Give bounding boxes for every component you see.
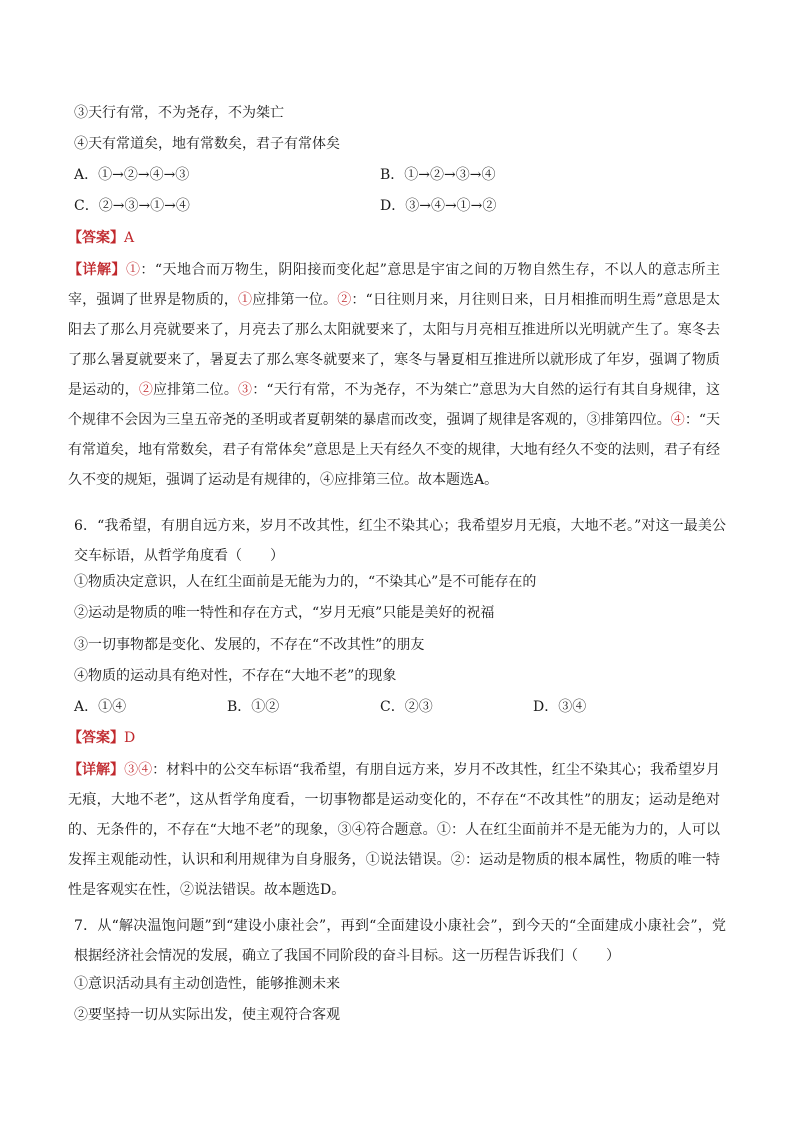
q5-answer [68,227,718,249]
explain-ref: ① [125,262,141,278]
explain-text: ：材料中的公交车标语“我希望，有朋自远方来，岁月不改其性，红尘不染其心；我希望岁月无痕，大地不老”，这从哲学角度看，一切事物都是运动变化的，不存在“不改其性”的朋友；运动是绝对的、无条件的，不存在“大地不老”的现象，③④符合题意。①：人在红尘面前并不是无能为力的，人可以发挥主观能动性，认识和利用规律为自身服务，①说法错误。②：运动是物质的根本属性，物质的唯一特性是客观实在性，②说法错误。故本题选D。 [68,762,721,898]
explain-label: 【详解】 [68,762,125,778]
answer-value: A [124,230,135,246]
explain-label: 【详解】 [68,262,126,278]
q6-explanation [68,755,720,905]
explain-ref: ③④ [124,762,153,778]
q5-options-row-1 [74,164,724,186]
q5-statement-4: ④天有常道矣，地有常数矣，君子有常体矣 [74,136,340,152]
q5-options-row-2 [74,195,724,217]
q6-option-d: D．③④ [533,699,587,715]
explain-ref: ③ [238,382,253,398]
q7-statement-1: ①意识活动具有主动创造性，能够推测未来 [74,976,340,992]
q5-option-b: B．①→②→③→④ [380,167,496,183]
q6-statement-3: ③一切事物都是变化、发展的，不存在“不改其性”的朋友 [74,637,425,653]
q5-option-a: A．①→②→④→③ [74,167,190,183]
q5-statement-3: ③天行有常，不为尧存，不为桀亡 [74,105,284,121]
q6-statement-1: ①物质决定意识，人在红尘面前是无能为力的，“不染其心”是不可能存在的 [74,574,537,590]
explain-text: ：“天有常道矣，地有常数矣，君子有常体矣”意思是上天有经久不变的规律，大地有经久不变的法则，君子有经久不变的规矩，强调了运动是有规律的，④应排第三位。故本题选A。 [68,412,721,488]
q6-option-b: B．①② [227,699,280,715]
q7-statement-2: ②要坚持一切从实际出发，使主观符合客观 [74,1007,340,1023]
answer-value: D [124,730,136,746]
q6-stem: 6．“我希望，有朋自远方来，岁月不改其性，红尘不染其心；我希望岁月无痕，大地不老。”对这一最美公交车标语，从哲学角度看（ ） [74,518,726,564]
explain-text: 应排第二位。 [153,382,239,398]
explain-ref: ① [238,292,253,308]
answer-label: 【答案】 [68,730,124,746]
q5-option-d: D．③→④→①→② [380,198,497,214]
answer-label: 【答案】 [68,230,124,246]
q6-option-c: C．②③ [380,699,433,715]
q5-explanation [68,255,720,495]
q6-statement-2: ②运动是物质的唯一特性和存在方式，“岁月无痕”只能是美好的祝福 [74,605,495,621]
q6-answer [68,727,718,749]
explain-ref: ② [138,382,154,398]
q7-stem: 7．从“解决温饱问题”到“建设小康社会”，再到“全面建设小康社会”，到今天的“全面建成小康社会”，党根据经济社会情况的发展，确立了我国不同阶段的奋斗目标。这一历程告诉我们（ ） [74,918,726,964]
q6-option-a: A．①④ [74,699,127,715]
explain-text: 应排第一位。 [252,292,338,308]
q5-option-c: C．②→③→①→④ [74,198,190,214]
q6-statement-4: ④物质的运动具有绝对性，不存在“大地不老”的现象 [74,668,397,684]
explain-ref: ② [337,292,352,308]
explain-text: ：“日往则月来，月往则日来，日月相推而明生焉”意思是太阳去了那么月亮就要来了，月亮去了那么太阳就要来了，太阳与月亮相互推进所以光明就产生了。寒冬去了那么暑夏就要来了，暑夏去了那么寒冬就要来了，寒冬与暑夏相互推进所以就形成了年岁，强调了物质是运动的， [68,292,721,398]
explain-text: ：“天地合而万物生，阴阳接而变化起”意思是宇宙之间的万物自然生存，不以人的意志所主宰，强调了世界是物质的， [68,262,721,308]
q6-options-row [74,696,724,718]
explain-text: ：“天行有常，不为尧存，不为桀亡”意思为大自然的运行有其自身规律，这个规律不会因为三皇五帝尧的圣明或者夏朝桀的暴虐而改变，强调了规律是客观的，③排第四位。 [68,382,721,428]
explain-ref: ④ [670,412,685,428]
